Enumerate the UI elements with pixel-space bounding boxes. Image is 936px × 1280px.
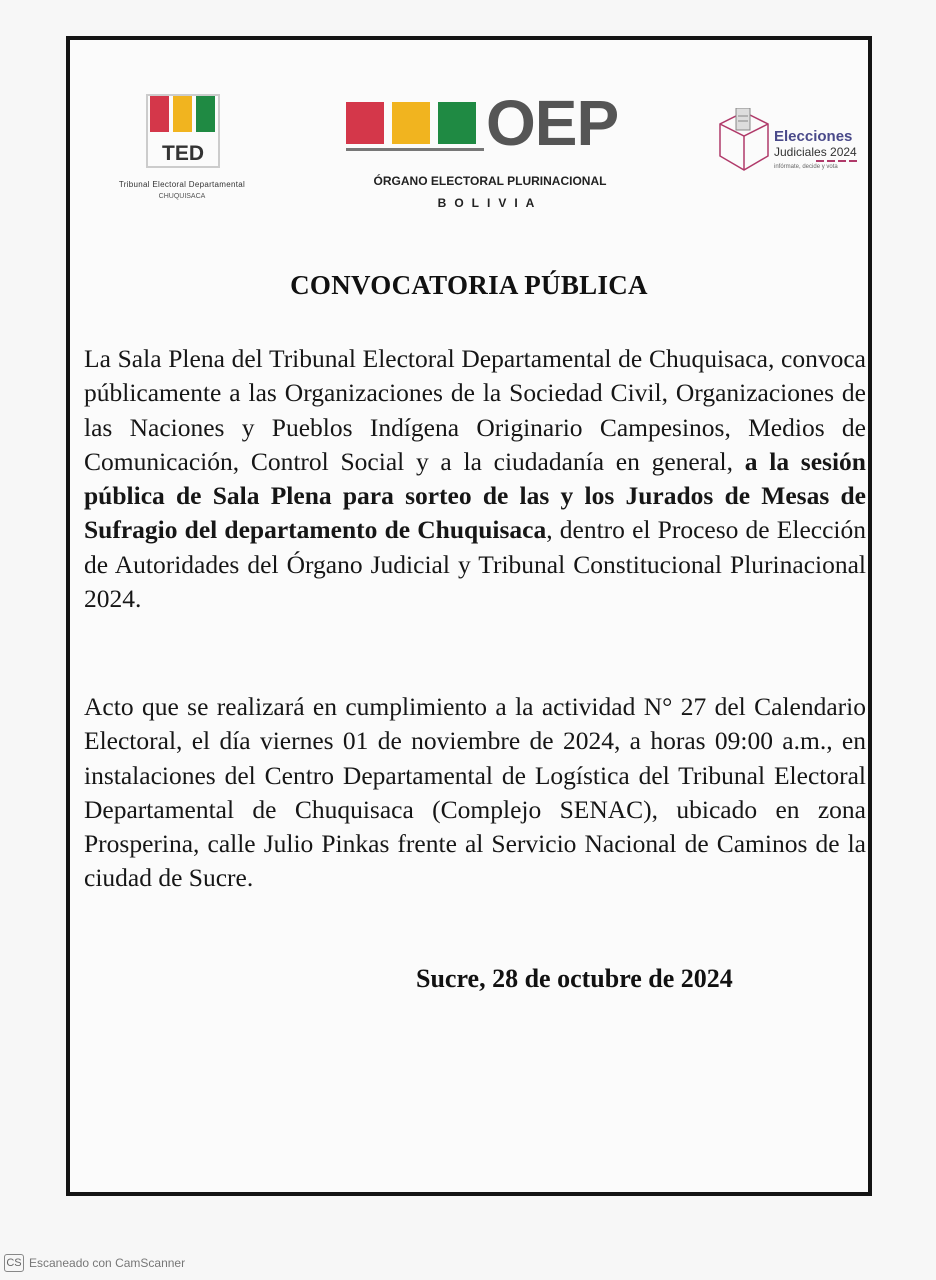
elecciones-subtitle: Judiciales 2024	[774, 145, 857, 159]
paragraph1-closing: , dentro el Proceso de Elección de Autoridades del Órgano Judicial y Tribunal Constitucional Plurinacional 2024.	[84, 515, 866, 614]
camscanner-label: Escaneado con CamScanner	[29, 1256, 186, 1270]
ballot-box-icon	[716, 108, 772, 184]
elecciones-judiciales-logo	[716, 108, 866, 188]
oep-square-green	[438, 102, 476, 144]
oep-square-yellow	[392, 102, 430, 144]
ted-bar-red	[150, 96, 169, 132]
oep-underline	[346, 148, 484, 151]
oep-logo	[340, 87, 640, 214]
oep-country: BOLIVIA	[437, 196, 543, 210]
paragraph1-emphasis: a la sesión pública de Sala Plena para sorteo de las y los Jurados de Mesas de Sufragio del departamento de Chuquisaca	[84, 446, 866, 545]
ted-name: Tribunal Electoral Departamental	[118, 180, 246, 189]
ted-logo	[84, 92, 280, 204]
place-date: Sucre, 28 de octubre de 2024	[416, 964, 733, 993]
camscanner-icon: CS	[4, 1254, 24, 1272]
elecciones-tagline: infórmate, decide y vota	[774, 164, 838, 170]
event-details-paragraph: Acto que se realizará en cumplimiento a la actividad N° 27 del Calendario Electoral, el día viernes 01 de noviembre de 2024, a horas 09:00 a.m., en instalaciones del Centro Departamental de Logística del Tribunal Electoral Departamental de Chuquisaca (Complejo SENAC), ubicado en zona Prosperina, calle Julio Pinkas frente al Servicio Nacional de Caminos de la ciudad de Sucre.	[84, 692, 866, 893]
document-title: CONVOCATORIA PÚBLICA	[290, 270, 648, 300]
ted-abbr: TED	[162, 142, 204, 165]
oep-square-red	[346, 102, 384, 144]
ted-bar-green	[196, 96, 215, 132]
elecciones-title: Elecciones	[774, 128, 853, 145]
ted-department: CHUQUISACA	[158, 193, 206, 200]
oep-abbr: OEP	[486, 87, 619, 159]
oep-name: ÓRGANO ELECTORAL PLURINACIONAL	[373, 174, 607, 188]
ted-bar-yellow	[173, 96, 192, 132]
convocation-paragraph	[84, 342, 866, 616]
elecciones-dash-line	[816, 160, 858, 162]
paragraph1-intro: La Sala Plena del Tribunal Electoral Departamental de Chuquisaca, convoca públicamente a las Organizaciones de la Sociedad Civil, Organizaciones de las Naciones y Pueblos Indígena Originario Campesinos, Medios de Comunicación, Control Social y a la ciudadanía en general,	[84, 344, 866, 476]
